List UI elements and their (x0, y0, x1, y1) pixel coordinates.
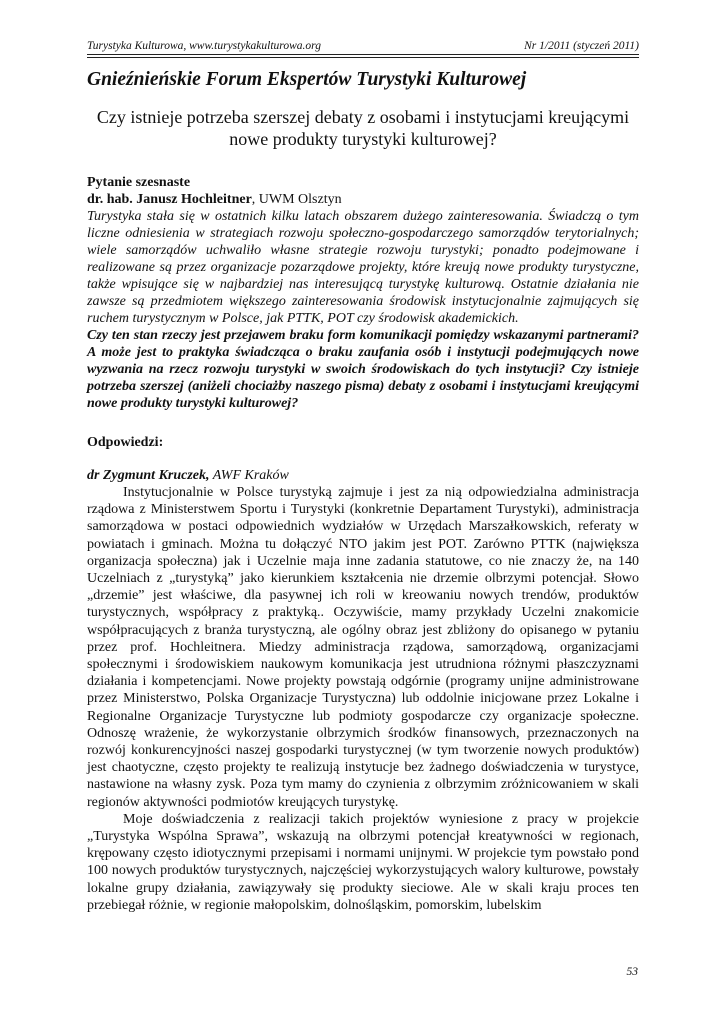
document-page (87, 40, 639, 914)
running-header (87, 40, 639, 55)
question-block (87, 174, 639, 412)
header-issue: Nr 1/2011 (styczeń 2011) (524, 40, 639, 52)
response-paragraph: Instytucjonalnie w Polsce turystyką zajmuje i jest za nią odpowiedzialna administracja rządowa z Ministerstwem Sportu i Turystyki (konkretnie Departament Turystyki), administracja samorządowa w postaci odpowiednich wydziałów w Urzędach Marszałkowskich, referaty w powiatach i gminach. Można tu dołączyć NTO jakim jest POT. Zarówno PTTK (największa organizacja społeczna) jak i Uczelnie maja inne zadania statutowe, co nie znaczy że, na 140 Uczelniach z „turystyką” jako kierunkiem kształcenia nie drzemie olbrzymi potencjał. Słowo „drzemie” jest właściwe, dla pasywnej ich roli w kreowaniu nowych trendów, produktów turystycznych, współpracy z praktyką.. Oczywiście, mamy przykłady Uczelni znakomicie współpracujących z branża turystyczną, ale ogólny obraz jest zbliżony do opisanego w pytaniu przez prof. Hochleitnera. Miedzy administracja rządowa, samorządową, organizacjami społecznymi i środowiskiem naukowym komunikacja jest utrudniona różnymi płaszczyznami działania i kompetencjami. Nowe projekty powstają odgórnie (programy unijne administrowane przez Ministerstwo, Polska Organizacje Turystyczna) lub oddolnie inicjowane przez Lokalne i Regionalne Organizacje Turystyczne lub podmioty gospodarcze czy organizacje społeczne. Odnoszę wrażenie, że wykorzystanie olbrzymich środków finansowych, przeznaczonych na rozwój konkurencyjności naszej gospodarki turystycznej (w tym tworzenie nowych produktów) jest chaotyczne, często projekty te realizują instytucje bez żadnego doświadczenia w turystyce, nastawione na własny zysk. Poza tym mamy do czynienia z olbrzymim zróżnicowaniem w skali regionów aktywności podmiotów kreujących turystykę. (87, 485, 639, 810)
response-paragraph: Moje doświadczenia z realizacji takich projektów wyniesione z pracy w projekcie „Turystyka Wspólna Sprawa”, wskazują na olbrzymi potencjał kreatywności w regionach, krępowany często idiotycznymi przepisami i normami unijnymi. W projekcie tym powstało pond 100 nowych produktów turystycznych, najczęściej wykorzystujących walory kulturowe, powstały lokalne grupy działania, zawiązywały się produkty sieciowe. Ale w skali kraju proces ten przebiegał różnie, w regionie małopolskim, dolnośląskim, pomorskim, lubelskim (87, 811, 639, 913)
question-author-affiliation: , UWM Olsztyn (251, 192, 342, 207)
page-number: 53 (626, 966, 638, 978)
subtitle: Czy istnieje potrzeba szerszej debaty z osobami i instytucjami kreującymi nowe produkty turystyki kulturowej? (96, 107, 630, 149)
question-author (87, 191, 639, 208)
page-title: Gnieźnieńskie Forum Ekspertów Turystyki Kulturowej (87, 69, 527, 90)
response-author-affiliation: AWF Kraków (209, 468, 289, 483)
header-rule (87, 57, 639, 58)
response-author-name: dr Zygmunt Kruczek, (87, 468, 210, 483)
answers-heading: Odpowiedzi: (87, 435, 164, 450)
question-label: Pytanie szesnaste (87, 175, 191, 190)
response-author (87, 467, 639, 484)
header-journal: Turystyka Kulturowa, www.turystykakulturowa.org (87, 40, 321, 52)
question-intro: Turystyka stała się w ostatnich kilku latach obszarem dużego zainteresowania. Świadczą o tym liczne odniesienia w strategiach rozwoju społeczno-gospodarczego samorządów terytorialnych; wiele samorządów uchwaliło własne strategie rozwoju turystyki; ponadto podejmowane i realizowane są przez organizacje pozarządowe projekty, które kreują nowe produkty turystyczne, także wpisujące się w najbardziej nas interesującą turystykę kulturową. Ostatnie działania nie zawsze są przedmiotem większego zainteresowania środowisk instytucjonalnie zajmujących się ruchem turystycznym w Polsce, jak PTTK, POT czy środowisk akademickich. (87, 209, 639, 326)
question-author-name: dr. hab. Janusz Hochleitner (87, 192, 252, 207)
question-text: Czy ten stan rzeczy jest przejawem braku form komunikacji pomiędzy wskazanymi partnerami? A może jest to praktyka świadcząca o braku zaufania osób i instytucji podejmujących nowe wyzwania na rzecz rozwoju turystyki w swoich środowiskach do tych instytucji? Czy istnieje potrzeba szerszej (aniżeli chociażby naszego pisma) debaty z osobami i instytucjami kreującymi nowe produkty turystyki kulturowej? (87, 328, 639, 411)
